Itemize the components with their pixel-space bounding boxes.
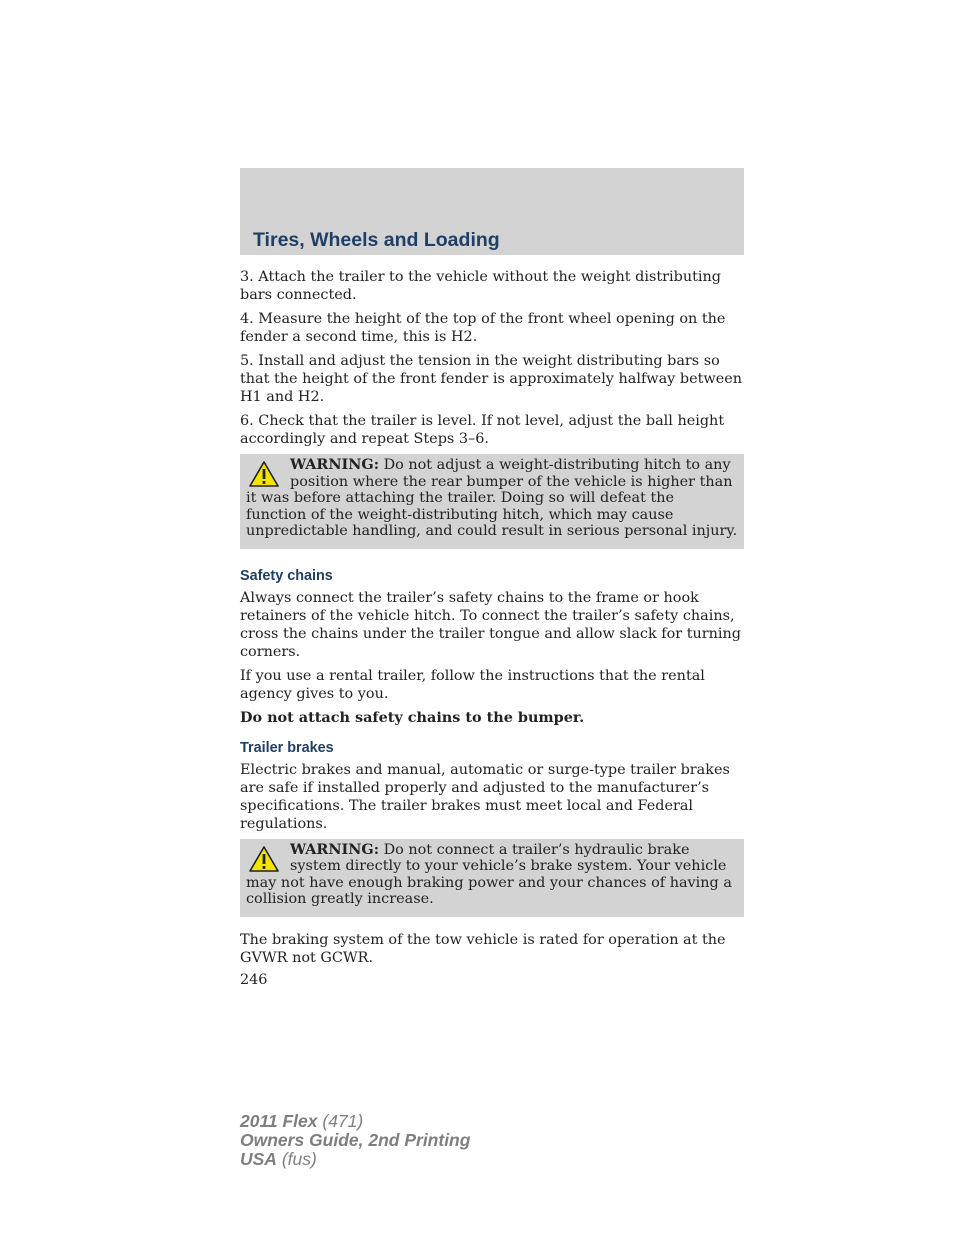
step-6: 6. Check that the trailer is level. If not level, adjust the ball height accordingly and repeat Steps 3–6.	[240, 413, 725, 447]
section-header-band	[240, 168, 744, 255]
step-3: 3. Attach the trailer to the vehicle without the weight distributing bars connected.	[240, 269, 721, 303]
document-footer	[240, 1112, 470, 1169]
warning-triangle-icon	[248, 460, 280, 488]
warning-text: Do not adjust a weight-distributing hitch to any position where the rear bumper of the vehicle is higher than it was before attaching the trailer. Doing so will defeat the function of the weight-distributing hitch, which may cause unpredictable handling, and could result in serious personal injury.	[246, 457, 738, 539]
footer-line-market: USA (fus)	[240, 1149, 317, 1169]
safety-chains-paragraph-1: Always connect the trailer’s safety chains to the frame or hook retainers of the vehicle hitch. To connect the trailer’s safety chains, cross the chains under the trailer tongue and allow slack for turning corners.	[240, 589, 742, 660]
trailer-brakes-paragraph: Electric brakes and manual, automatic or surge-type trailer brakes are safe if installed properly and adjusted to the manufacturer’s specifications. The trailer brakes must meet local and Federal regulations.	[240, 761, 730, 832]
step-5: 5. Install and adjust the tension in the weight distributing bars so that the height of the front fender is approximately halfway between H1 and H2.	[240, 353, 743, 405]
step-4: 4. Measure the height of the top of the front wheel opening on the fender a second time, this is H2.	[240, 311, 726, 345]
warning-box-brakes	[240, 839, 744, 917]
page-content	[240, 268, 744, 989]
footer-line-edition: Owners Guide, 2nd Printing	[240, 1130, 471, 1150]
warning-triangle-icon	[248, 845, 280, 873]
footer-line-model: 2011 Flex (471)	[240, 1111, 364, 1131]
warning-text: Do not connect a trailer’s hydraulic brake system directly to your vehicle’s brake system. Your vehicle may not have enough braking power and your chances of having a collision greatly increase.	[246, 841, 732, 907]
warning-box-hitch	[240, 454, 744, 549]
warning-label: WARNING:	[290, 840, 380, 858]
safety-chains-paragraph-2: If you use a rental trailer, follow the instructions that the rental agency gives to you.	[240, 667, 705, 702]
warning-label: WARNING:	[290, 456, 380, 473]
heading-safety-chains: Safety chains	[240, 567, 333, 584]
page-number: 246	[240, 971, 268, 988]
section-title: Tires, Wheels and Loading	[253, 229, 500, 251]
heading-trailer-brakes: Trailer brakes	[240, 739, 334, 756]
safety-chains-bold-note: Do not attach safety chains to the bumper.	[240, 708, 585, 726]
closing-paragraph: The braking system of the tow vehicle is rated for operation at the GVWR not GCWR.	[240, 931, 726, 966]
